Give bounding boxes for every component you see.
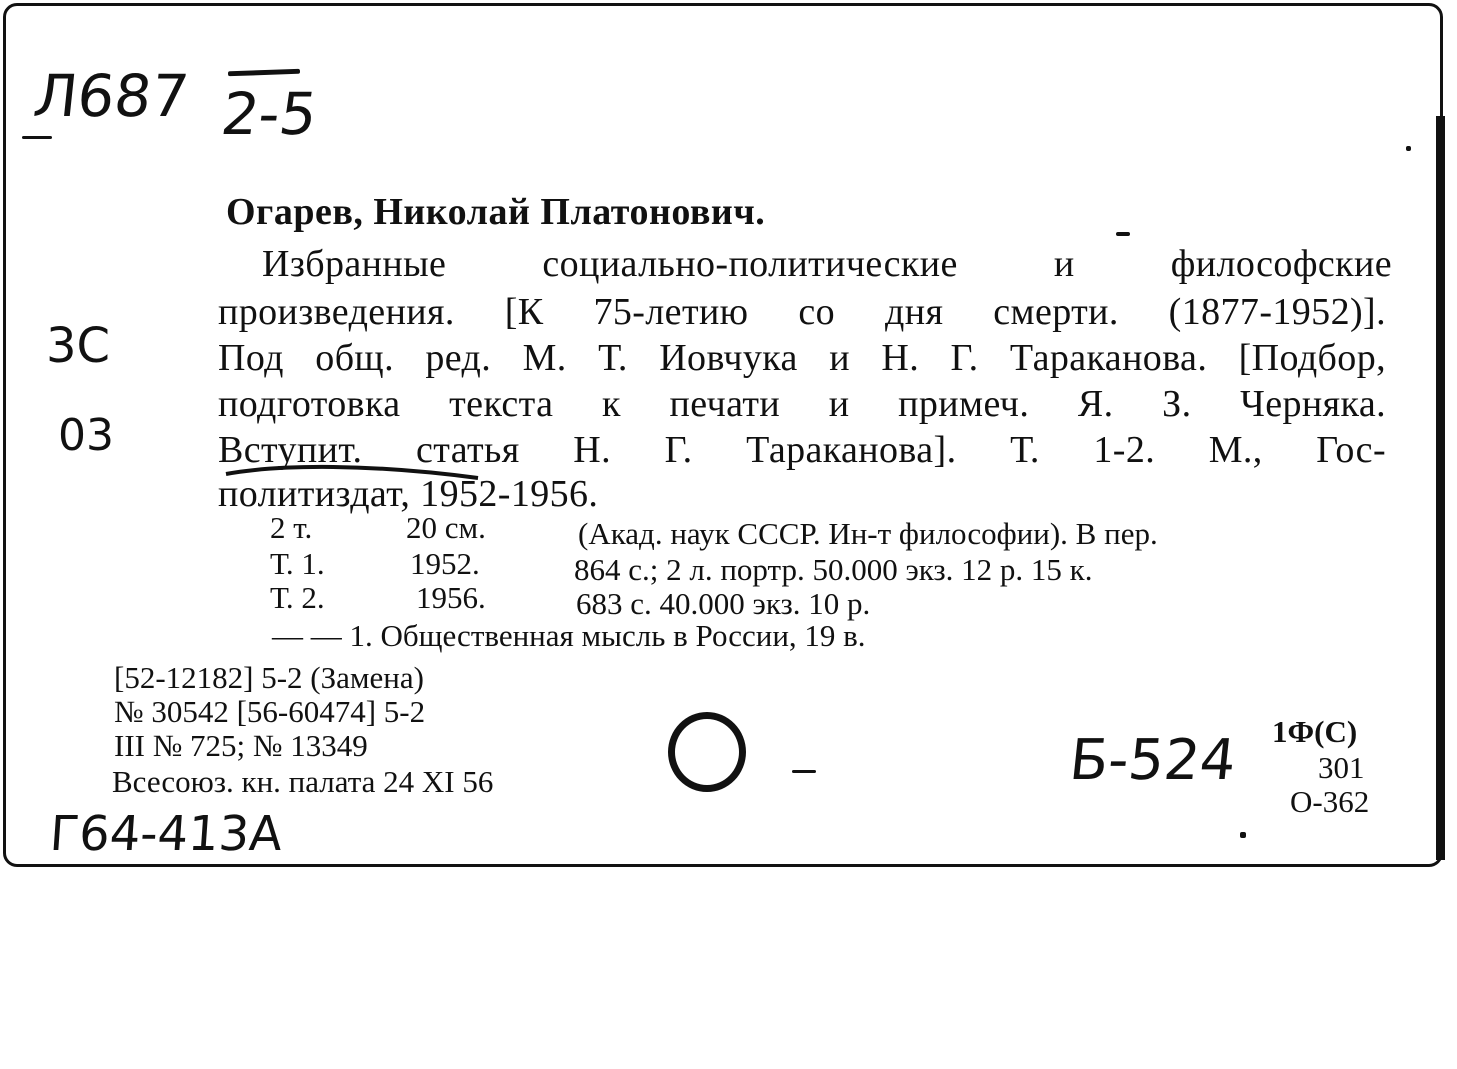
detail-row-2-col-2: 1952. [410, 546, 480, 581]
handwritten-shelf-suffix: 2-5 [217, 80, 322, 148]
footer-line-3: III № 725; № 13349 [114, 728, 368, 763]
body-line-5: Вступит. статья Н. Г. Тараканова]. Т. 1-2. М., Гос- [218, 429, 1386, 471]
scan-speck [1406, 146, 1411, 151]
body-line-3: Под общ. ред. М. Т. Иовчука и Н. Г. Тараканова. [Подбор, [218, 337, 1386, 379]
handwritten-underline [222, 460, 482, 484]
detail-row-1-col-1: 2 т. [270, 510, 313, 545]
classification-3: О-362 [1290, 784, 1370, 819]
footer-line-1: [52-12182] 5-2 (Замена) [114, 660, 424, 695]
detail-row-1-col-2: 20 см. [406, 510, 486, 545]
scan-speck [792, 770, 816, 773]
body-line-4: подготовка текста к печати и примеч. Я. З. Черняка. [218, 383, 1386, 425]
footer-line-4: Всесоюз. кн. палата 24 XI 56 [112, 764, 494, 799]
scan-speck [1116, 232, 1130, 236]
detail-row-3-col-1: Т. 2. [270, 580, 325, 615]
handwritten-margin-mark-1: 3С [46, 318, 111, 374]
subject-heading: — — 1. Общественная мысль в России, 19 в. [272, 618, 866, 653]
card-rod-hole [668, 712, 746, 792]
detail-row-3-col-2: 1956. [416, 580, 486, 615]
handwritten-inventory-code: Г64-413А [48, 806, 285, 862]
author-heading: Огарев, Николай Платонович. [226, 191, 766, 233]
classification-1: 1Ф(С) [1272, 714, 1358, 749]
detail-row-2-col-1: Т. 1. [270, 546, 325, 581]
scan-speck [22, 136, 52, 139]
body-line-1: Избранные социально-политические и философские [262, 243, 1392, 285]
handwritten-margin-mark-2: 03 [58, 410, 114, 461]
scan-speck [1240, 832, 1246, 838]
card-edge-shadow [1436, 116, 1445, 860]
detail-row-1-col-3: (Акад. наук СССР. Ин-т философии). В пер. [578, 516, 1158, 551]
handwritten-right-code: Б-524 [1066, 728, 1239, 793]
detail-row-3-col-3: 683 с. 40.000 экз. 10 р. [576, 586, 871, 621]
handwritten-shelf-code: Л687 [30, 62, 192, 130]
body-line-6: политиздат, 1952-1956. [218, 473, 599, 515]
detail-row-2-col-3: 864 с.; 2 л. портр. 50.000 экз. 12 р. 15 к. [574, 552, 1093, 587]
footer-line-2: № 30542 [56-60474] 5-2 [114, 694, 426, 729]
classification-2: 301 [1318, 750, 1365, 785]
body-line-2: произведения. [К 75-летию со дня смерти. (1877-1952)]. [218, 291, 1386, 333]
